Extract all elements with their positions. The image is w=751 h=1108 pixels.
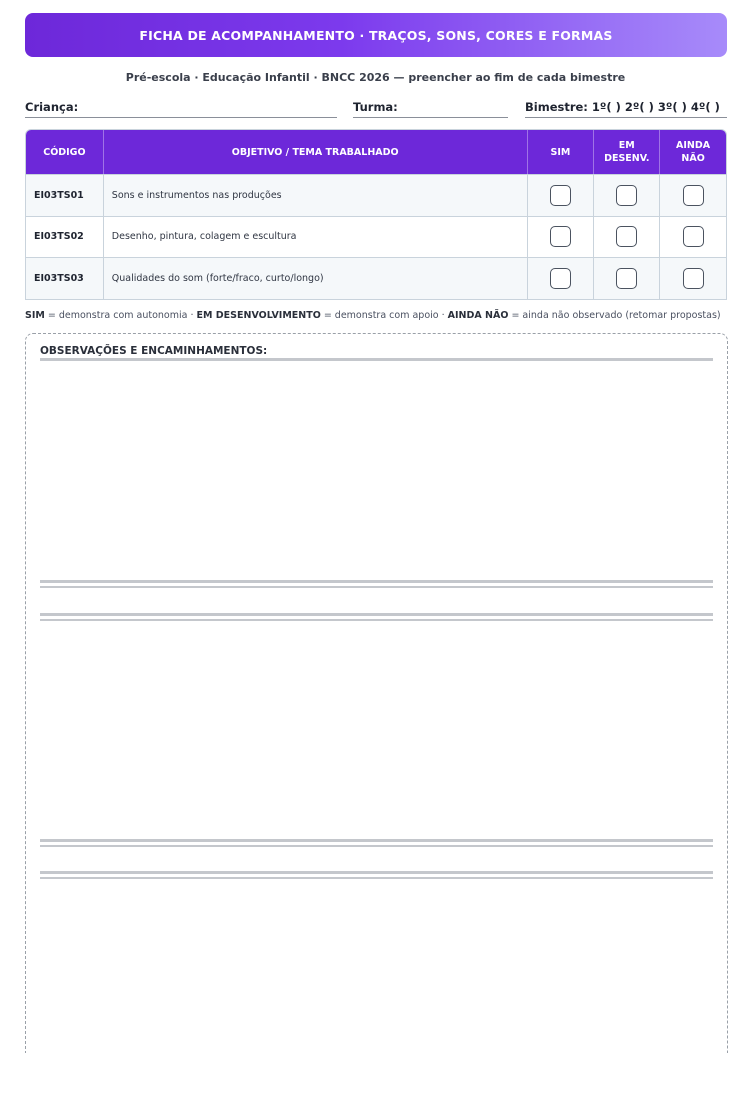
ainda-nao-cell xyxy=(660,175,726,216)
sim-checkbox[interactable] xyxy=(550,226,571,247)
ainda-nao-checkbox[interactable] xyxy=(683,185,704,206)
table-row xyxy=(26,216,726,258)
legend-ainda-label: AINDA NÃO xyxy=(447,310,509,321)
header-ainda-nao xyxy=(660,130,726,174)
em-desenv-checkbox[interactable] xyxy=(616,226,637,247)
sim-cell xyxy=(528,175,595,216)
writing-line xyxy=(40,619,713,621)
sim-cell xyxy=(528,217,595,258)
sim-checkbox[interactable] xyxy=(550,268,571,289)
header-codigo: CÓDIGO xyxy=(26,130,104,174)
legend-em-label: EM DESENVOLVIMENTO xyxy=(196,310,321,321)
observations-title: OBSERVAÇÕES E ENCAMINHAMENTOS: xyxy=(40,345,268,357)
crianca-label: Criança: xyxy=(25,100,79,114)
row-code: EI03TS02 xyxy=(26,217,104,258)
writing-line xyxy=(40,586,713,588)
header-ainda-nao-text: AINDA NÃO xyxy=(676,140,711,164)
ainda-nao-checkbox[interactable] xyxy=(683,268,704,289)
writing-line xyxy=(40,871,713,874)
observations-box[interactable] xyxy=(25,333,728,1053)
row-code: EI03TS01 xyxy=(26,175,104,216)
ainda-nao-checkbox[interactable] xyxy=(683,226,704,247)
writing-line xyxy=(40,877,713,879)
crianca-field[interactable] xyxy=(25,96,337,118)
writing-line xyxy=(40,613,713,616)
bimestre-label: Bimestre: 1º( ) 2º( ) 3º( ) 4º( ) xyxy=(525,100,720,114)
writing-line xyxy=(40,358,713,361)
em-desenv-cell xyxy=(594,258,660,299)
sim-checkbox[interactable] xyxy=(550,185,571,206)
page-subtitle: Pré-escola · Educação Infantil · BNCC 2026 — preencher ao fim de cada bimestre xyxy=(125,71,626,84)
ainda-nao-cell xyxy=(660,217,726,258)
em-desenv-cell xyxy=(594,217,660,258)
legend-sim-text: = demonstra com autonomia · xyxy=(44,310,197,321)
legend-em-text: = demonstra com apoio · xyxy=(320,310,448,321)
header-objetivo: OBJETIVO / TEMA TRABALHADO xyxy=(104,130,528,174)
title-banner xyxy=(25,13,727,57)
sim-cell xyxy=(528,258,595,299)
header-sim: SIM xyxy=(528,130,595,174)
turma-label: Turma: xyxy=(353,100,398,114)
row-objective: Qualidades do som (forte/fraco, curto/longo) xyxy=(104,258,528,299)
row-objective: Sons e instrumentos nas produções xyxy=(104,175,528,216)
row-code: EI03TS03 xyxy=(26,258,104,299)
objectives-table xyxy=(25,129,727,300)
em-desenv-checkbox[interactable] xyxy=(616,268,637,289)
writing-line xyxy=(40,845,713,847)
table-row xyxy=(26,174,726,216)
table-row xyxy=(26,257,726,299)
turma-field[interactable] xyxy=(353,96,508,118)
row-objective: Desenho, pintura, colagem e escultura xyxy=(104,217,528,258)
legend-ainda-text: = ainda não observado (retomar propostas) xyxy=(508,310,721,321)
em-desenv-checkbox[interactable] xyxy=(616,185,637,206)
bimestre-field[interactable] xyxy=(525,96,727,118)
table-header xyxy=(26,130,726,174)
legend-sim-label: SIM xyxy=(25,310,45,321)
writing-line xyxy=(40,839,713,842)
header-em-desenv-text: EM DESENV. xyxy=(604,140,650,164)
header-em-desenv xyxy=(594,130,660,174)
writing-line xyxy=(40,580,713,583)
em-desenv-cell xyxy=(594,175,660,216)
page-title: FICHA DE ACOMPANHAMENTO · TRAÇOS, SONS, CORES E FORMAS xyxy=(139,27,613,43)
ainda-nao-cell xyxy=(660,258,726,299)
legend xyxy=(25,310,721,321)
